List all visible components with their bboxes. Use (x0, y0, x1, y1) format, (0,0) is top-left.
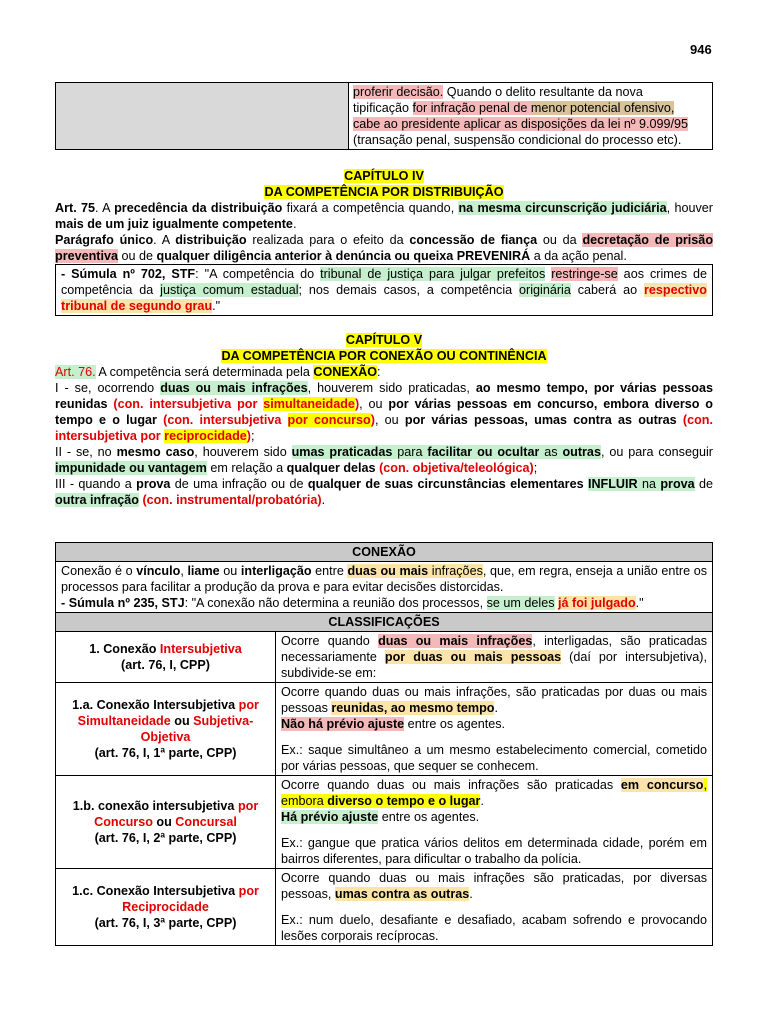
conexao-table (55, 542, 713, 946)
hl-text: menor potencial ofensivo, (530, 101, 675, 115)
chapter-subtitle: DA COMPETÊNCIA POR CONEXÃO OU CONTINÊNCIA (221, 349, 547, 363)
conexao-header: CONEXÃO (56, 543, 713, 562)
table-row (56, 683, 713, 776)
chapter-title: CAPÍTULO V (345, 333, 423, 347)
text: tipificação (353, 101, 413, 115)
row-label: 1. Conexão Intersubjetiva (art. 76, I, CPP) (56, 632, 276, 683)
row-label: 1.b. conexão intersubjetiva por Concurso ou Concursal (art. 76, I, 2ª parte, CPP) (56, 776, 276, 869)
continued-cell (349, 83, 713, 150)
continued-table (55, 82, 713, 150)
text: Quando o delito resultante da nova (443, 85, 643, 99)
inciso-ii: II - se, no mesmo caso, houverem sido umas praticadas para facilitar ou ocultar as outras, ou para conseguir impunidade ou vantagem em relação a qualquer delas (con. objetiva/teleológica); (55, 445, 713, 475)
hl-text: for infração penal de (412, 101, 531, 115)
sumula-702-box: - Súmula nº 702, STF: "A competência do tribunal de justiça para julgar prefeitos restringe-se aos crimes de competência da justiça comum estadual; nos demais casos, a competência originária caberá ao respectivo tribunal de segundo grau." (55, 264, 713, 316)
chapter-title: CAPÍTULO IV (344, 169, 424, 183)
chapter-iv (55, 168, 713, 316)
gray-cell (56, 83, 349, 150)
inciso-i: I - se, ocorrendo duas ou mais infrações, houverem sido praticadas, ao mesmo tempo, por várias pessoas reunidas (con. intersubjetiva por simultaneidade), ou por várias pessoas em concurso, embora diverso o tempo e o lugar (con. intersubjetiva por concurso), ou por várias pessoas, umas contra as outras (con. intersubjetiva por reciprocidade); (55, 381, 713, 443)
row-content: Ocorre quando duas ou mais infrações são praticadas em concurso, embora diverso o tempo e o lugar. Há prévio ajuste entre os agentes. Ex.: gangue que pratica vários delitos em determinada cidade, porém em bairros diferentes, para dificultar o trabalho da polícia. (276, 776, 713, 869)
art-76: Art. 76. A competência será determinada pela CONEXÃO: (55, 365, 381, 379)
row-content: Ocorre quando duas ou mais infrações, interligadas, são praticadas necessariamente por duas ou mais pessoas (daí por intersubjetiva), subdivide-se em: (276, 632, 713, 683)
classificacoes-header: CLASSIFICAÇÕES (56, 613, 713, 632)
hl-text: cabe ao presidente aplicar as disposições da lei nº 9.099/95 (353, 117, 689, 131)
conexao-definition: Conexão é o vínculo, liame ou interligação entre duas ou mais infrações, que, em regra, enseja a união entre os processos para facilitar a produção da prova e para evitar decisões distorcidas. - Súmula nº 235, STJ: "A conexão não determina a reunião dos processos, se um deles já foi julgado." (56, 562, 713, 613)
table-row (56, 776, 713, 869)
row-content: Ocorre quando duas ou mais infrações, são praticadas por duas ou mais pessoas reunidas, ao mesmo tempo. Não há prévio ajuste entre os agentes. Ex.: saque simultâneo a um mesmo estabelecimento comercial, cometido por várias pessoas, que sequer se conhecem. (276, 683, 713, 776)
paragrafo-unico: Parágrafo único. A distribuição realizada para o efeito da concessão de fiança ou da decretação de prisão preventiva ou de qualquer diligência anterior à denúncia ou queixa PREVENIRÁ a da ação penal. (55, 233, 714, 263)
row-content: Ocorre quando duas ou mais infrações são praticadas, por diversas pessoas, umas contra as outras. Ex.: num duelo, desafiante e desafiado, acabam sofrendo e provocando lesões corporais recíprocas. (276, 869, 713, 946)
row-label: 1.c. Conexão Intersubjetiva por Reciprocidade (art. 76, I, 3ª parte, CPP) (56, 869, 276, 946)
text: (transação penal, suspensão condicional do processo etc). (353, 133, 682, 147)
chapter-v (55, 332, 713, 508)
art-75: Art. 75. A precedência da distribuição fixará a competência quando, na mesma circunscrição judiciária, houver mais de um juiz igualmente competente. (55, 201, 713, 231)
chapter-subtitle: DA COMPETÊNCIA POR DISTRIBUIÇÃO (264, 185, 504, 199)
row-label: 1.a. Conexão Intersubjetiva por Simultaneidade ou Subjetiva-Objetiva (art. 76, I, 1ª parte, CPP) (56, 683, 276, 776)
page-number: 946 (690, 42, 712, 57)
inciso-iii: III - quando a prova de uma infração ou de qualquer de suas circunstâncias elementares INFLUIR na prova de outra infração (con. instrumental/probatória). (55, 477, 714, 507)
hl-text: proferir decisão. (353, 85, 444, 99)
table-row (56, 869, 713, 946)
table-row (56, 632, 713, 683)
